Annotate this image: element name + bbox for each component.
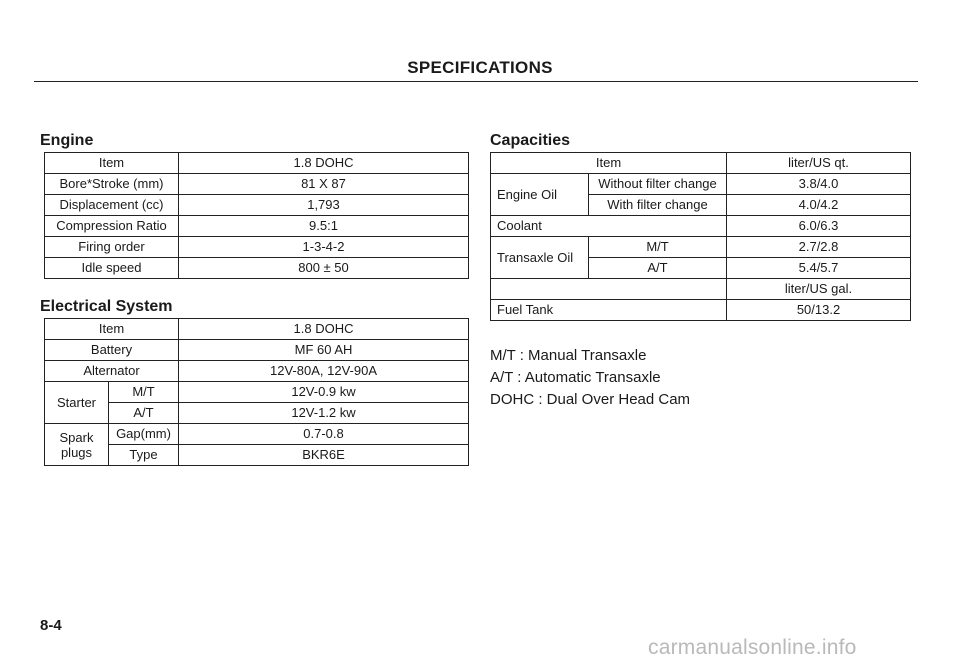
table-row (45, 382, 469, 403)
table-cell: Gap(mm) (109, 424, 179, 445)
table-cell: 3.8/4.0 (727, 174, 911, 195)
table-row (45, 216, 469, 237)
engine-heading: Engine (40, 132, 94, 149)
table-cell: M/T (589, 237, 727, 258)
table-cell: Item (45, 319, 179, 340)
table-cell: 12V-0.9 kw (179, 382, 469, 403)
table-cell: M/T (109, 382, 179, 403)
table-cell: Spark plugs (45, 424, 109, 466)
table-row (491, 237, 911, 258)
table-row (45, 445, 469, 466)
abbreviation-legend (490, 345, 690, 411)
table-row (45, 195, 469, 216)
table-cell: 50/13.2 (727, 300, 911, 321)
table-cell: 1-3-4-2 (179, 237, 469, 258)
table-cell: Type (109, 445, 179, 466)
table-row (45, 319, 469, 340)
table-cell: A/T (589, 258, 727, 279)
table-cell: Item (491, 153, 727, 174)
table-cell (491, 279, 727, 300)
table-cell: Battery (45, 340, 179, 361)
table-cell: 1.8 DOHC (179, 319, 469, 340)
table-row (45, 153, 469, 174)
table-cell: 0.7-0.8 (179, 424, 469, 445)
table-cell: 2.7/2.8 (727, 237, 911, 258)
table-cell: Without filter change (589, 174, 727, 195)
table-cell: 1.8 DOHC (179, 153, 469, 174)
page-title: SPECIFICATIONS (407, 58, 553, 77)
capacities-table (490, 152, 911, 321)
table-row (45, 258, 469, 279)
legend-item: DOHC : Dual Over Head Cam (490, 391, 691, 408)
table-cell: Firing order (45, 237, 179, 258)
table-cell: Displacement (cc) (45, 195, 179, 216)
table-cell: Compression Ratio (45, 216, 179, 237)
table-row (491, 279, 911, 300)
table-row (45, 424, 469, 445)
table-cell: 4.0/4.2 (727, 195, 911, 216)
watermark: carmanualsonline.info (648, 636, 857, 659)
table-row (45, 174, 469, 195)
table-row (45, 403, 469, 424)
table-cell: 800 ± 50 (179, 258, 469, 279)
table-row (491, 216, 911, 237)
page-number: 8-4 (40, 617, 62, 634)
table-cell: 5.4/5.7 (727, 258, 911, 279)
table-cell: A/T (109, 403, 179, 424)
electrical-heading: Electrical System (40, 298, 173, 315)
table-cell: 1,793 (179, 195, 469, 216)
table-cell: Starter (45, 382, 109, 424)
table-row (45, 237, 469, 258)
table-row (45, 340, 469, 361)
table-cell: Item (45, 153, 179, 174)
title-divider (34, 81, 918, 82)
table-cell: Coolant (491, 216, 727, 237)
table-row (491, 174, 911, 195)
table-cell: MF 60 AH (179, 340, 469, 361)
engine-table (44, 152, 469, 279)
electrical-table (44, 318, 469, 466)
table-cell: With filter change (589, 195, 727, 216)
legend-item: A/T : Automatic Transaxle (490, 369, 661, 386)
table-cell: 12V-80A, 12V-90A (179, 361, 469, 382)
table-row (491, 300, 911, 321)
capacities-heading: Capacities (490, 132, 571, 149)
table-cell: 6.0/6.3 (727, 216, 911, 237)
table-cell: 12V-1.2 kw (179, 403, 469, 424)
table-cell: BKR6E (179, 445, 469, 466)
table-cell: Alternator (45, 361, 179, 382)
table-cell: 9.5:1 (179, 216, 469, 237)
table-cell: Engine Oil (491, 174, 589, 216)
table-row (45, 361, 469, 382)
table-cell: Bore*Stroke (mm) (45, 174, 179, 195)
table-cell: liter/US qt. (727, 153, 911, 174)
table-cell: Transaxle Oil (491, 237, 589, 279)
table-row (491, 153, 911, 174)
table-cell: Fuel Tank (491, 300, 727, 321)
table-cell: 81 X 87 (179, 174, 469, 195)
legend-item: M/T : Manual Transaxle (490, 347, 647, 364)
table-cell: Idle speed (45, 258, 179, 279)
table-cell: liter/US gal. (727, 279, 911, 300)
